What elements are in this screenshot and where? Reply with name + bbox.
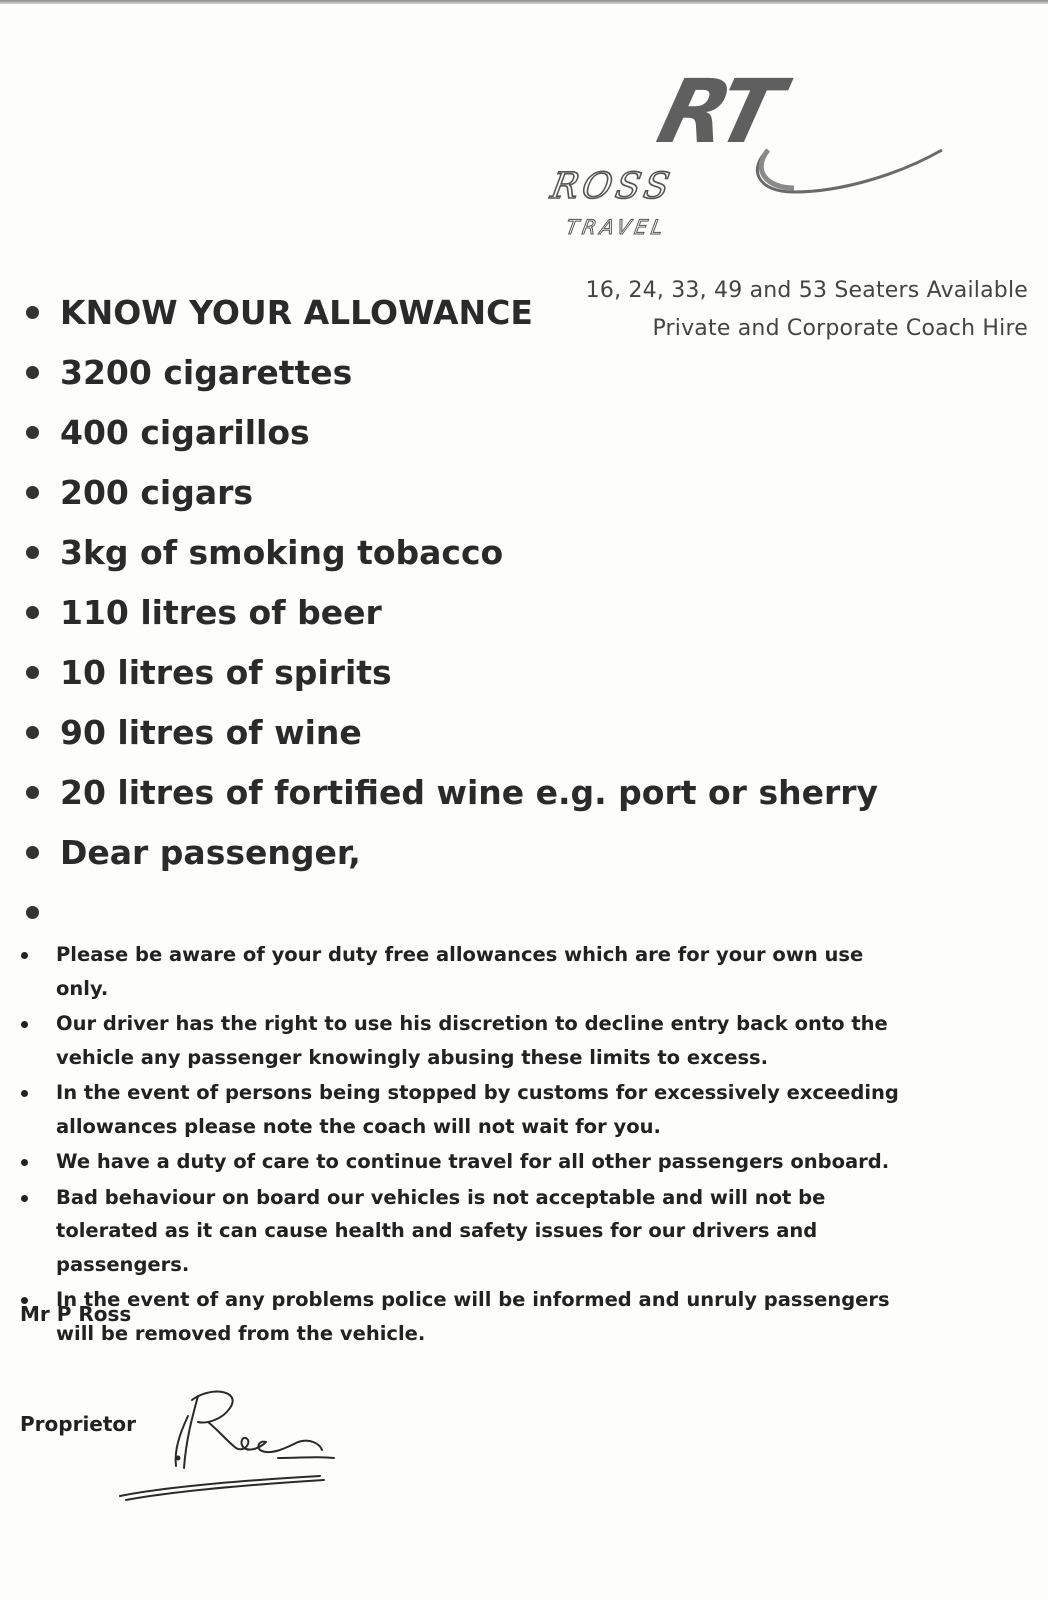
signatory-role: Proprietor [20, 1412, 137, 1436]
rule-item: Our driver has the right to use his discretion to decline entry back onto the vehicle any passenger knowingly abusing these limits to excess. [20, 1007, 920, 1074]
seaters-available: 16, 24, 33, 49 and 53 Seaters Available [585, 278, 1028, 303]
bullet-icon [26, 906, 39, 919]
bullet-icon [26, 846, 39, 859]
allowance-list [22, 288, 878, 948]
allowance-item: 400 cigarillos [22, 408, 878, 468]
allowance-item: 90 litres of wine [22, 708, 878, 768]
rule-item: In the event of persons being stopped by customs for excessively exceeding allowances please note the coach will not wait for you. [20, 1076, 920, 1143]
ross-travel-logo [547, 61, 970, 250]
allowance-item: 3200 cigarettes [22, 348, 878, 408]
bullet-icon [26, 666, 39, 679]
allowance-item: 110 litres of beer [22, 588, 878, 648]
bullet-icon [21, 1159, 28, 1166]
rule-item: Bad behaviour on board our vehicles is not acceptable and will not be tolerated as it can cause health and safety issues for our drivers and passengers. [20, 1181, 920, 1282]
allowance-item: 3kg of smoking tobacco [22, 528, 878, 588]
allowance-item: 10 litres of spirits [22, 648, 878, 708]
bullet-icon [26, 606, 39, 619]
logo-monogram: RT [648, 61, 787, 164]
logo-sub-text: TRAVEL [564, 215, 669, 239]
bullet-icon [21, 1195, 28, 1202]
logo-brand-text: ROSS [547, 164, 677, 207]
passenger-rules-list [20, 938, 920, 1352]
handwritten-signature [110, 1378, 350, 1513]
allowance-heading: KNOW YOUR ALLOWANCE [22, 288, 878, 348]
bullet-icon [26, 426, 39, 439]
bullet-icon [26, 306, 39, 319]
coach-hire: Private and Corporate Coach Hire [652, 316, 1028, 341]
bullet-icon [21, 1021, 28, 1028]
bullet-icon [21, 952, 28, 959]
bullet-icon [26, 366, 39, 379]
bullet-icon [26, 486, 39, 499]
scan-top-edge [0, 0, 1048, 4]
rule-item: In the event of any problems police will be informed and unruly passengers will be removed from the vehicle. [20, 1283, 920, 1350]
rule-item: We have a duty of care to continue travel for all other passengers onboard. [20, 1145, 920, 1179]
allowance-item: 200 cigars [22, 468, 878, 528]
signatory-name: Mr P Ross [20, 1302, 132, 1326]
bullet-icon [26, 786, 39, 799]
rule-item: Please be aware of your duty free allowances which are for your own use only. [20, 938, 920, 1005]
bullet-icon [26, 546, 39, 559]
allowance-item: 20 litres of fortified wine e.g. port or sherry [22, 768, 878, 828]
bullet-icon [26, 726, 39, 739]
bullet-icon [21, 1090, 28, 1097]
salutation: Dear passenger, [22, 828, 878, 888]
